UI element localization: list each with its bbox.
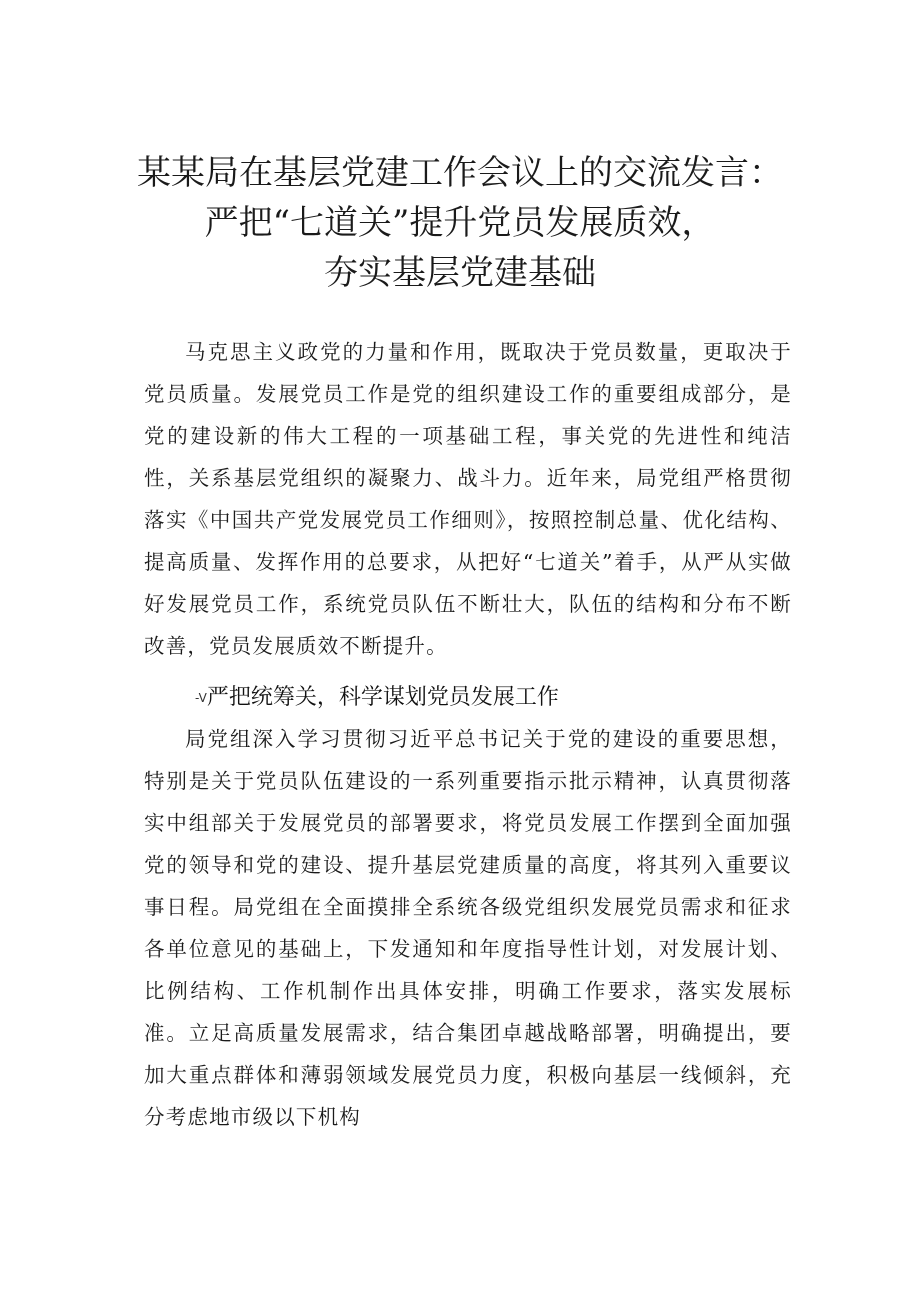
- section-one-marker: -V: [195, 691, 207, 705]
- intro-paragraph: 马克思主义政党的力量和作用，既取决于党员数量，更取决于党员质量。发展党员工作是党的组织建设工作的重要组成部分，是党的建设新的伟大工程的一项基础工程，事关党的先进性和纯洁性，关系基层党组织的凝聚力、战斗力。近年来，局党组严格贯彻落实《中国共产党发展党员工作细则》，按照控制总量、优化结构、提高质量、发挥作用的总要求，从把好“七道关”着手，从严从实做好发展党员工作，系统党员队伍不断壮大，队伍的结构和分布不断改善，党员发展质效不断提升。: [144, 340, 792, 658]
- title-line-1: 某某局在基层党建工作会议上的交流发言：: [137, 153, 783, 193]
- document-title: [100, 148, 820, 298]
- title-line-2: 严把“七道关”提升党员发展质效，: [204, 203, 716, 243]
- section-one-heading-text: 严把统筹关，科学谋划党员发展工作: [206, 685, 559, 710]
- title-line-3: 夯实基层党建基础: [324, 253, 596, 293]
- section-one-paragraph: 局党组深入学习贯彻习近平总书记关于党的建设的重要思想，特别是关于党员队伍建设的一系列重要指示批示精神，认真贯彻落实中组部关于发展党员的部署要求，将党员发展工作摆到全面加强党的领导和党的建设、提升基层党建质量的高度，将其列入重要议事日程。局党组在全面摸排全系统各级党组织发展党员需求和征求各单位意见的基础上，下发通知和年度指导性计划，对发展计划、比例结构、工作机制作出具体安排，明确工作要求，落实发展标准。立足高质量发展需求，结合集团卓越战略部署，明确提出，要加大重点群体和薄弱领域发展党员力度，积极向基层一线倾斜，充分考虑地市级以下机构: [144, 727, 792, 1129]
- section-one-heading: [195, 678, 559, 718]
